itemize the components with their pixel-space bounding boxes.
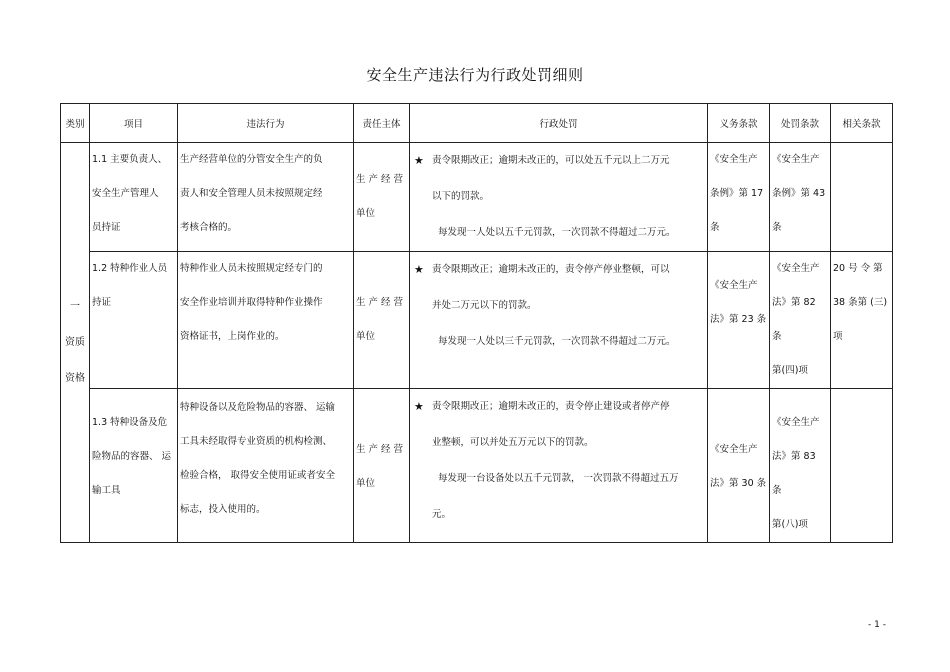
- penalty-line: 每发现一人处以三千元罚款，一次罚款不得超过二万元。: [438, 336, 676, 347]
- penalty-line: 责令限期改正；逾期未改正的，责令停产停业整顿，可以: [432, 264, 670, 275]
- punish-line: 《安全生产: [772, 263, 820, 274]
- document-title: 安全生产违法行为行政处罚细则: [366, 66, 584, 84]
- related-clause-cell: [831, 143, 893, 252]
- header-penalty: 行政处罚: [410, 104, 708, 143]
- star-icon: ★: [414, 154, 424, 167]
- related-line: 20 号 令 第: [833, 263, 883, 274]
- category-label-line: 资质: [65, 336, 85, 348]
- violation-line: 责人和安全管理人员未按照规定经: [180, 188, 323, 199]
- duty-line: 《安全生产: [710, 443, 758, 455]
- penalty-cell: [410, 143, 708, 252]
- header-related-clause: 相关条款: [831, 104, 893, 143]
- duty-line: 法》第 23 条: [710, 314, 767, 325]
- page-number: - 1 -: [868, 620, 886, 630]
- violation-cell: [178, 252, 354, 389]
- violation-line: 考核合格的。: [180, 222, 238, 233]
- item-line: 1.1 主要负责人、: [92, 154, 168, 165]
- item-line: 持证: [92, 297, 112, 308]
- duty-clause-cell: [708, 143, 770, 252]
- item-line: 输工具: [92, 485, 121, 496]
- violation-line: 安全作业培训并取得特种作业操作: [180, 297, 323, 308]
- penalty-clause-cell: [770, 252, 831, 389]
- violation-cell: [178, 143, 354, 252]
- punish-line: 条例》第 43: [772, 188, 826, 199]
- header-category: 类别: [61, 104, 90, 143]
- duty-line: 条: [710, 222, 720, 233]
- punish-line: 法》第 82 条: [772, 297, 816, 342]
- duty-line: 《安全生产: [710, 154, 758, 165]
- penalty-line: 以下的罚款。: [432, 191, 490, 202]
- penalty-clause-cell: [770, 143, 831, 252]
- penalty-line: 并处二万元以下的罚款。: [432, 300, 537, 311]
- subject-line: 生 产 经 营: [356, 443, 404, 455]
- duty-clause-cell: [708, 252, 770, 389]
- item-cell: [90, 143, 178, 252]
- subject-line: 生 产 经 营: [356, 174, 404, 185]
- subject-line: 单位: [356, 331, 376, 342]
- subject-cell: [354, 389, 410, 543]
- penalty-line: 业整顿，可以并处五万元以下的罚款。: [432, 437, 594, 448]
- item-cell: [90, 389, 178, 543]
- table-row: [61, 143, 893, 252]
- violation-line: 标志，投入使用的。: [180, 504, 266, 515]
- item-line: 安全生产管理人: [92, 188, 159, 199]
- header-duty-clause: 义务条款: [708, 104, 770, 143]
- subject-cell: [354, 143, 410, 252]
- violation-cell: [178, 389, 354, 543]
- category-label-line: 资格: [65, 372, 85, 384]
- star-icon: ★: [414, 400, 424, 413]
- violation-line: 检验合格， 取得安全使用证或者安全: [180, 470, 336, 481]
- related-line: 项: [833, 331, 843, 342]
- star-icon: ★: [414, 263, 424, 276]
- penalty-line: 责令限期改正；逾期未改正的，可以处五千元以上二万元: [432, 155, 670, 166]
- penalty-cell: [410, 252, 708, 389]
- penalty-table: [60, 103, 893, 543]
- punish-line: 第(四)项: [772, 365, 808, 376]
- table-row: [61, 389, 893, 543]
- violation-line: 资格证书，上岗作业的。: [180, 331, 285, 342]
- duty-clause-cell: [708, 389, 770, 543]
- violation-line: 生产经营单位的分管安全生产的负: [180, 154, 323, 165]
- item-line: 1.2 特种作业人员: [92, 263, 168, 274]
- punish-line: 《安全生产: [772, 417, 820, 428]
- punish-line: 第(八)项: [772, 519, 808, 530]
- item-line: 员持证: [92, 222, 121, 233]
- duty-line: 法》第 30 条: [710, 477, 767, 489]
- duty-line: 《安全生产: [710, 280, 758, 291]
- header-penalty-clause: 处罚条款: [770, 104, 831, 143]
- penalty-line: 责令限期改正；逾期未改正的，责令停止建设或者停产停: [432, 401, 670, 412]
- violation-line: 特种设备以及危险物品的容器、 运输: [180, 402, 336, 413]
- subject-cell: [354, 252, 410, 389]
- table-row: [61, 252, 893, 389]
- violation-line: 工具未经取得专业资质的机构检测、: [180, 436, 333, 447]
- category-number: 一: [70, 300, 80, 312]
- header-subject: 责任主体: [354, 104, 410, 143]
- violation-line: 特种作业人员未按照规定经专门的: [180, 263, 323, 274]
- item-line: 1.3 特种设备及危: [92, 417, 168, 428]
- subject-line: 单位: [356, 477, 376, 489]
- penalty-clause-cell: [770, 389, 831, 543]
- header-row: [61, 104, 893, 143]
- penalty-cell: [410, 389, 708, 543]
- punish-line: 条: [772, 222, 782, 233]
- penalty-line: 元。: [432, 509, 452, 520]
- subject-line: 单位: [356, 208, 376, 219]
- penalty-line: 每发现一人处以五千元罚款，一次罚款不得超过二万元。: [438, 227, 676, 238]
- duty-line: 条例》第 17: [710, 188, 764, 199]
- subject-line: 生 产 经 营: [356, 297, 404, 308]
- punish-line: 法》第 83 条: [772, 451, 816, 496]
- header-violation: 违法行为: [178, 104, 354, 143]
- category-cell: [61, 143, 90, 543]
- header-item: 项目: [90, 104, 178, 143]
- punish-line: 《安全生产: [772, 154, 820, 165]
- related-line: 38 条第 (三): [833, 297, 888, 308]
- penalty-line: 每发现一台设备处以五千元罚款， 一次罚款不得超过五万: [438, 473, 679, 484]
- item-line: 险物品的容器、 运: [92, 451, 172, 462]
- item-cell: [90, 252, 178, 389]
- related-clause-cell: [831, 252, 893, 389]
- related-clause-cell: [831, 389, 893, 543]
